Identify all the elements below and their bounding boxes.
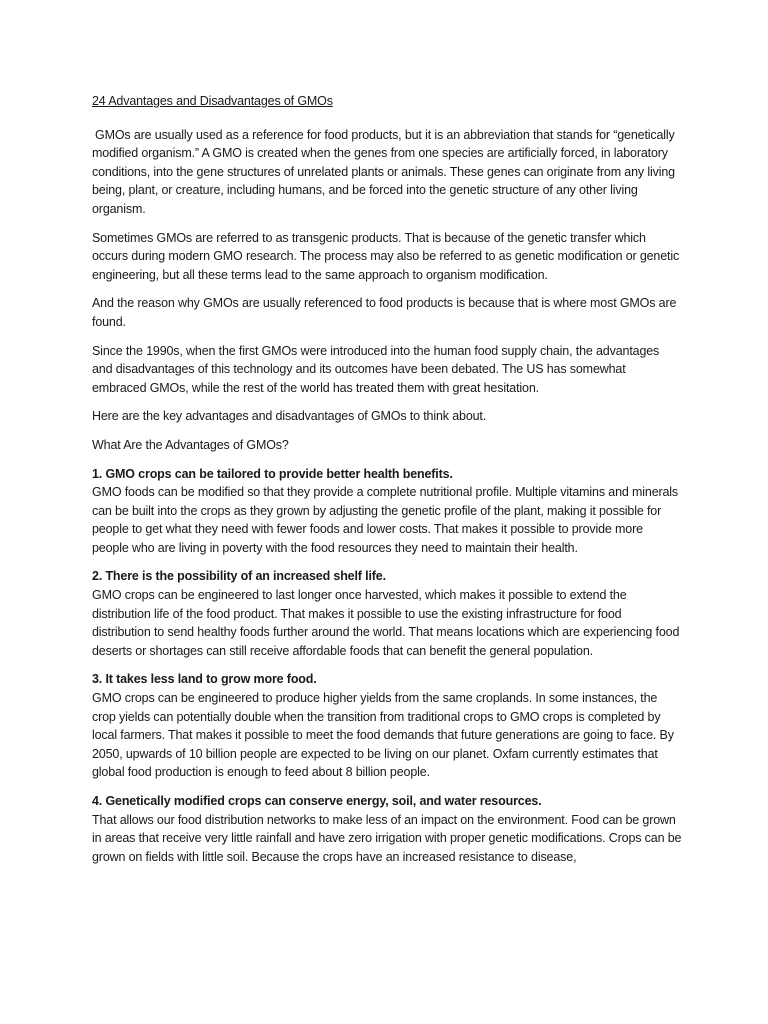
advantage-body-2: GMO crops can be engineered to last longer once harvested, which makes it possible to extend the distribution life of the food product. That makes it possible to use the existing infrastructure for food distribution to send healthy foods further around the world. That means locations which are experiencing food deserts or shortages can still receive affordable foods that can benefit the general population. [92,588,680,658]
key-points-paragraph: Here are the key advantages and disadvantages of GMOs to think about. [92,409,487,424]
advantage-heading-3: 3. It takes less land to grow more food. [92,672,317,687]
advantage-body-1: GMO foods can be modified so that they provide a complete nutritional profile. Multiple vitamins and minerals can be built into the crops as they grown by adjusting the genetic profile of the plant, making it possible for people to get what they need with fewer foods and lower costs. That makes it possible to provide more people who are living in poverty with the food resources they need to maintain their health. [92,485,679,555]
advantage-section-2 [92,567,682,660]
transgenic-paragraph: Sometimes GMOs are referred to as transgenic products. That is because of the genetic transfer which occurs during modern GMO research. The process may also be referred to as genetic modification or genetic engineering, but all these terms lead to the same approach to organism modification. [92,230,680,282]
document-page [92,92,682,876]
document-title: 24 Advantages and Disadvantages of GMOs [92,94,333,108]
advantage-body-3: GMO crops can be engineered to produce higher yields from the same croplands. In some instances, the crop yields can potentially double when the transition from traditional crops to GMO crops is completed by local farmers. That makes it possible to meet the food demands that future generations are going to face. By 2050, upwards of 10 billion people are expected to be living on our planet. Oxfam currently estimates that global food production is enough to feed about 8 billion people. [92,691,674,780]
advantage-heading-4: 4. Genetically modified crops can conserve energy, soil, and water resources. [92,794,542,808]
history-paragraph: Since the 1990s, when the first GMOs were introduced into the human food supply chain, the advantages and disadvantages of this technology and its outcomes have been debated. The US has somewhat embraced GMOs, while the rest of the world has treated them with great hesitation. [92,343,660,395]
advantage-section-3 [92,670,682,782]
advantages-subheading: What Are the Advantages of GMOs? [92,437,289,452]
advantage-heading-1: 1. GMO crops can be tailored to provide better health benefits. [92,466,453,481]
advantage-section-4 [92,792,682,866]
advantage-body-4: That allows our food distribution networks to make less of an impact on the environment. Food can be grown in areas that receive very little rainfall and have zero irrigation with proper genetic modifications. Crops can be grown on fields with little soil. Because the crops have an increased resistance to disease, [92,812,682,864]
intro-paragraph: GMOs are usually used as a reference for food products, but it is an abbreviation that stands for “genetically modified organism.” A GMO is created when the genes from one species are artificially forced, in laboratory conditions, into the gene structures of unrelated plants or animals. These genes can originate from any living being, plant, or creature, including humans, and be forced into the genetic structure of any other living organism. [92,127,675,216]
food-products-paragraph: And the reason why GMOs are usually referenced to food products is because that is where most GMOs are found. [92,296,677,329]
advantage-heading-2: 2. There is the possibility of an increased shelf life. [92,569,386,584]
advantage-section-1 [92,465,682,558]
